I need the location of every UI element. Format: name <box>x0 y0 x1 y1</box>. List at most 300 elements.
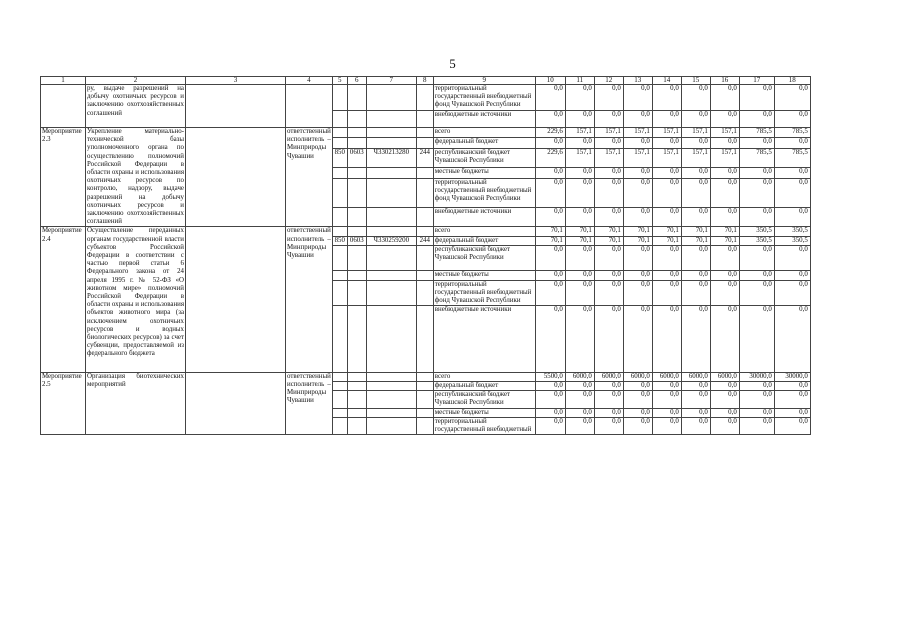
amount-cell: 0,0 <box>774 408 810 417</box>
amount-cell: 0,0 <box>623 306 652 373</box>
amount-cell: 0,0 <box>565 271 594 280</box>
amount-cell: 0,0 <box>710 382 739 391</box>
amount-cell: 785,5 <box>774 128 810 138</box>
amount-cell: 0,0 <box>681 138 710 148</box>
amount-cell: 0,0 <box>652 280 681 306</box>
amount-cell: 0,0 <box>710 280 739 306</box>
amount-cell: 350,5 <box>739 227 774 236</box>
budget-code-grbs <box>332 417 347 434</box>
budget-code-grbs <box>332 372 347 381</box>
goal-cell <box>186 128 286 227</box>
amount-cell: 157,1 <box>565 148 594 168</box>
amount-cell: 70,1 <box>623 236 652 245</box>
measure-id: Мероприятие 2.5 <box>41 372 86 434</box>
budget-code-vr <box>416 372 433 381</box>
amount-cell: 0,0 <box>565 382 594 391</box>
budget-code-csr <box>366 178 416 207</box>
budget-code-csr: Ч330213280 <box>366 148 416 168</box>
amount-cell: 70,1 <box>652 236 681 245</box>
col-header: 12 <box>594 77 623 85</box>
budget-code-vr: 244 <box>416 148 433 168</box>
amount-cell: 0,0 <box>652 391 681 408</box>
amount-cell: 0,0 <box>681 207 710 227</box>
measure-id-continued <box>41 85 86 128</box>
amount-cell: 0,0 <box>623 408 652 417</box>
amount-cell: 70,1 <box>594 236 623 245</box>
amount-cell: 70,1 <box>681 227 710 236</box>
amount-cell: 0,0 <box>594 408 623 417</box>
amount-cell: 0,0 <box>774 110 810 127</box>
budget-code-grbs: 850 <box>332 148 347 168</box>
amount-cell: 6000,0 <box>681 372 710 381</box>
amount-cell: 0,0 <box>710 245 739 271</box>
amount-cell: 70,1 <box>565 236 594 245</box>
amount-cell: 0,0 <box>535 271 565 280</box>
amount-cell: 0,0 <box>739 85 774 111</box>
amount-cell: 0,0 <box>623 110 652 127</box>
amount-cell: 0,0 <box>652 138 681 148</box>
col-header: 17 <box>739 77 774 85</box>
amount-cell: 0,0 <box>594 207 623 227</box>
col-header: 9 <box>433 77 535 85</box>
budget-code-rzpr <box>347 110 366 127</box>
budget-code-csr <box>366 417 416 434</box>
amount-cell: 0,0 <box>565 306 594 373</box>
budget-code-csr <box>366 168 416 178</box>
measure-name: Укрепление материально-технической базы уполномоченного органа по осуществлению полномочий Российской Федерации в области охраны и использования охотничьих ресурсов по контролю, надзору, выдаче разрешений на добычу охотничьих ресурсов и заключению охотхозяйственных соглашений <box>87 128 184 226</box>
amount-cell: 0,0 <box>623 178 652 207</box>
budget-code-vr <box>416 417 433 434</box>
budget-code-rzpr <box>347 245 366 271</box>
budget-code-csr <box>366 245 416 271</box>
amount-cell: 0,0 <box>652 178 681 207</box>
budget-code-csr: Ч330259200 <box>366 236 416 245</box>
budget-code-rzpr <box>347 227 366 236</box>
budget-code-rzpr <box>347 280 366 306</box>
amount-cell: 0,0 <box>565 417 594 434</box>
budget-code-grbs <box>332 245 347 271</box>
responsible-executor <box>286 85 333 128</box>
funding-source: территориальный государственный внебюджетный <box>433 417 535 434</box>
col-header: 8 <box>416 77 433 85</box>
amount-cell: 785,5 <box>739 128 774 138</box>
amount-cell: 0,0 <box>739 391 774 408</box>
budget-code-rzpr <box>347 372 366 381</box>
goal-cell <box>186 85 286 128</box>
amount-cell: 0,0 <box>652 85 681 111</box>
amount-cell: 157,1 <box>681 128 710 138</box>
header-row <box>41 77 811 85</box>
budget-code-grbs <box>332 391 347 408</box>
budget-code-vr <box>416 128 433 138</box>
funding-source: федеральный бюджет <box>433 236 535 245</box>
budget-code-grbs: 850 <box>332 236 347 245</box>
amount-cell: 0,0 <box>739 245 774 271</box>
amount-cell: 0,0 <box>535 417 565 434</box>
amount-cell: 0,0 <box>594 168 623 178</box>
amount-cell: 0,0 <box>535 178 565 207</box>
budget-code-rzpr: 0603 <box>347 236 366 245</box>
budget-code-csr <box>366 207 416 227</box>
budget-code-csr <box>366 128 416 138</box>
col-header: 10 <box>535 77 565 85</box>
amount-cell: 30000,0 <box>774 372 810 381</box>
amount-cell: 0,0 <box>623 245 652 271</box>
amount-cell: 0,0 <box>774 280 810 306</box>
budget-code-grbs <box>332 207 347 227</box>
funding-source: внебюджетные источники <box>433 110 535 127</box>
col-header: 7 <box>366 77 416 85</box>
funding-source: местные бюджеты <box>433 271 535 280</box>
funding-source: местные бюджеты <box>433 168 535 178</box>
amount-cell: 0,0 <box>652 168 681 178</box>
amount-cell: 0,0 <box>774 138 810 148</box>
amount-cell: 70,1 <box>623 227 652 236</box>
amount-cell: 0,0 <box>681 408 710 417</box>
amount-cell: 0,0 <box>594 138 623 148</box>
amount-cell: 0,0 <box>681 178 710 207</box>
col-header: 5 <box>332 77 347 85</box>
budget-code-vr <box>416 178 433 207</box>
budget-code-grbs <box>332 138 347 148</box>
amount-cell: 0,0 <box>652 271 681 280</box>
amount-cell: 157,1 <box>681 148 710 168</box>
amount-cell: 6000,0 <box>652 372 681 381</box>
amount-cell: 0,0 <box>774 168 810 178</box>
budget-code-csr <box>366 382 416 391</box>
col-header: 4 <box>286 77 333 85</box>
amount-cell: 6000,0 <box>594 372 623 381</box>
amount-cell: 0,0 <box>710 417 739 434</box>
amount-cell: 0,0 <box>565 391 594 408</box>
funding-source: территориальный государственный внебюджетный фонд Чувашской Республики <box>433 178 535 207</box>
budget-code-csr <box>366 306 416 373</box>
budget-code-csr <box>366 271 416 280</box>
measure-name: Осуществление переданных органам государственной власти субъектов Российской Федерации в соответствии с частью первой статьи 6 Федерального закона от 24 апреля 1995 г. № 52-ФЗ «О животном мире» полномочий Российской Федерации в области охраны и использования объектов животного мира (за исключением охотничьих ресурсов и водных биологических ресурсов) за счет субвенции, предоставляемой из федерального бюджета <box>86 227 186 372</box>
amount-cell: 0,0 <box>535 110 565 127</box>
amount-cell: 0,0 <box>535 382 565 391</box>
goal-cell <box>186 372 286 434</box>
budget-code-vr <box>416 110 433 127</box>
funding-source: республиканский бюджет Чувашской Республики <box>433 245 535 271</box>
budget-code-vr: 244 <box>416 236 433 245</box>
amount-cell: 70,1 <box>710 227 739 236</box>
amount-cell: 0,0 <box>739 271 774 280</box>
funding-source: внебюджетные источники <box>433 306 535 373</box>
budget-code-vr <box>416 168 433 178</box>
amount-cell: 70,1 <box>652 227 681 236</box>
goal-cell <box>186 227 286 372</box>
amount-cell: 0,0 <box>681 85 710 111</box>
amount-cell: 0,0 <box>565 110 594 127</box>
amount-cell: 0,0 <box>594 110 623 127</box>
budget-code-csr <box>366 138 416 148</box>
funding-source: внебюджетные источники <box>433 207 535 227</box>
responsible-executor: ответственный исполнитель – Минприроды Чувашии <box>286 128 333 227</box>
amount-cell: 0,0 <box>681 168 710 178</box>
amount-cell: 0,0 <box>594 245 623 271</box>
amount-cell: 350,5 <box>774 227 810 236</box>
amount-cell: 0,0 <box>681 271 710 280</box>
amount-cell: 157,1 <box>652 148 681 168</box>
amount-cell: 0,0 <box>594 178 623 207</box>
page-number: 5 <box>449 56 456 71</box>
amount-cell: 70,1 <box>594 227 623 236</box>
measure-id: Мероприятие 2.4 <box>41 227 86 372</box>
budget-code-csr <box>366 85 416 111</box>
col-header: 18 <box>774 77 810 85</box>
budget-code-rzpr <box>347 408 366 417</box>
amount-cell: 0,0 <box>774 306 810 373</box>
amount-cell: 0,0 <box>652 408 681 417</box>
amount-cell: 350,5 <box>739 236 774 245</box>
amount-cell: 0,0 <box>739 306 774 373</box>
amount-cell: 0,0 <box>774 178 810 207</box>
amount-cell: 0,0 <box>710 168 739 178</box>
amount-cell: 157,1 <box>594 148 623 168</box>
col-header: 15 <box>681 77 710 85</box>
amount-cell: 0,0 <box>774 391 810 408</box>
amount-cell: 6000,0 <box>565 372 594 381</box>
col-header: 1 <box>41 77 86 85</box>
amount-cell: 0,0 <box>710 110 739 127</box>
budget-code-rzpr <box>347 306 366 373</box>
table-row <box>41 227 811 236</box>
amount-cell: 229,6 <box>535 148 565 168</box>
amount-cell: 785,5 <box>774 148 810 168</box>
funding-source: всего <box>433 128 535 138</box>
budget-code-rzpr <box>347 417 366 434</box>
amount-cell: 0,0 <box>739 417 774 434</box>
budget-table <box>40 76 811 435</box>
amount-cell: 0,0 <box>774 417 810 434</box>
amount-cell: 157,1 <box>623 148 652 168</box>
amount-cell: 157,1 <box>623 128 652 138</box>
amount-cell: 0,0 <box>774 207 810 227</box>
amount-cell: 6000,0 <box>710 372 739 381</box>
amount-cell: 0,0 <box>535 306 565 373</box>
amount-cell: 30000,0 <box>739 372 774 381</box>
budget-code-grbs <box>332 408 347 417</box>
amount-cell: 0,0 <box>774 85 810 111</box>
budget-code-rzpr <box>347 128 366 138</box>
col-header: 14 <box>652 77 681 85</box>
measure-id: Мероприятие 2.3 <box>41 128 86 227</box>
amount-cell: 0,0 <box>623 207 652 227</box>
budget-code-vr <box>416 280 433 306</box>
amount-cell: 70,1 <box>565 227 594 236</box>
budget-code-rzpr <box>347 271 366 280</box>
amount-cell: 0,0 <box>681 110 710 127</box>
budget-code-grbs <box>332 271 347 280</box>
amount-cell: 0,0 <box>565 85 594 111</box>
amount-cell: 0,0 <box>739 178 774 207</box>
amount-cell: 0,0 <box>710 391 739 408</box>
amount-cell: 0,0 <box>710 271 739 280</box>
amount-cell: 0,0 <box>652 207 681 227</box>
budget-code-grbs <box>332 178 347 207</box>
budget-code-grbs <box>332 128 347 138</box>
budget-code-csr <box>366 408 416 417</box>
amount-cell: 0,0 <box>739 408 774 417</box>
budget-code-vr <box>416 391 433 408</box>
amount-cell: 157,1 <box>710 128 739 138</box>
amount-cell: 0,0 <box>623 168 652 178</box>
amount-cell: 0,0 <box>535 138 565 148</box>
table-row <box>41 85 811 111</box>
funding-source: местные бюджеты <box>433 408 535 417</box>
amount-cell: 0,0 <box>535 207 565 227</box>
amount-cell: 157,1 <box>652 128 681 138</box>
budget-code-vr <box>416 85 433 111</box>
funding-source: республиканский бюджет Чувашской Республики <box>433 148 535 168</box>
funding-source: всего <box>433 227 535 236</box>
budget-code-vr <box>416 271 433 280</box>
amount-cell: 0,0 <box>739 138 774 148</box>
amount-cell: 0,0 <box>565 245 594 271</box>
budget-code-rzpr: 0603 <box>347 148 366 168</box>
amount-cell: 0,0 <box>535 391 565 408</box>
amount-cell: 0,0 <box>623 85 652 111</box>
amount-cell: 0,0 <box>565 207 594 227</box>
budget-code-rzpr <box>347 178 366 207</box>
budget-code-csr <box>366 110 416 127</box>
amount-cell: 0,0 <box>739 382 774 391</box>
amount-cell: 0,0 <box>652 382 681 391</box>
amount-cell: 0,0 <box>652 417 681 434</box>
amount-cell: 0,0 <box>535 85 565 111</box>
amount-cell: 0,0 <box>681 306 710 373</box>
amount-cell: 0,0 <box>710 207 739 227</box>
amount-cell: 0,0 <box>623 391 652 408</box>
amount-cell: 6000,0 <box>623 372 652 381</box>
budget-code-csr <box>366 227 416 236</box>
amount-cell: 0,0 <box>652 245 681 271</box>
col-header: 2 <box>86 77 186 85</box>
amount-cell: 0,0 <box>710 85 739 111</box>
amount-cell: 0,0 <box>774 245 810 271</box>
amount-cell: 0,0 <box>681 280 710 306</box>
budget-code-rzpr <box>347 85 366 111</box>
budget-code-vr <box>416 245 433 271</box>
col-header: 16 <box>710 77 739 85</box>
col-header: 13 <box>623 77 652 85</box>
col-header: 6 <box>347 77 366 85</box>
budget-code-rzpr <box>347 138 366 148</box>
amount-cell: 229,6 <box>535 128 565 138</box>
funding-source: территориальный государственный внебюджетный фонд Чувашской Республики <box>433 280 535 306</box>
funding-source: всего <box>433 372 535 381</box>
amount-cell: 0,0 <box>774 382 810 391</box>
amount-cell: 0,0 <box>594 382 623 391</box>
amount-cell: 0,0 <box>623 271 652 280</box>
budget-code-rzpr <box>347 207 366 227</box>
amount-cell: 0,0 <box>565 408 594 417</box>
amount-cell: 0,0 <box>565 138 594 148</box>
budget-code-vr <box>416 138 433 148</box>
amount-cell: 5500,0 <box>535 372 565 381</box>
amount-cell: 0,0 <box>774 271 810 280</box>
amount-cell: 0,0 <box>594 85 623 111</box>
amount-cell: 0,0 <box>739 168 774 178</box>
amount-cell: 785,5 <box>739 148 774 168</box>
col-header: 11 <box>565 77 594 85</box>
amount-cell: 0,0 <box>535 245 565 271</box>
budget-code-vr <box>416 207 433 227</box>
amount-cell: 157,1 <box>710 148 739 168</box>
table-body <box>41 77 811 435</box>
amount-cell: 70,1 <box>535 236 565 245</box>
amount-cell: 0,0 <box>710 138 739 148</box>
amount-cell: 350,5 <box>774 236 810 245</box>
budget-code-csr <box>366 391 416 408</box>
amount-cell: 0,0 <box>652 306 681 373</box>
col-header: 3 <box>186 77 286 85</box>
amount-cell: 70,1 <box>535 227 565 236</box>
amount-cell: 0,0 <box>594 391 623 408</box>
budget-code-csr <box>366 280 416 306</box>
funding-source: республиканский бюджет Чувашской Республики <box>433 391 535 408</box>
budget-code-grbs <box>332 85 347 111</box>
table-row <box>41 372 811 381</box>
budget-code-grbs <box>332 382 347 391</box>
amount-cell: 0,0 <box>594 306 623 373</box>
budget-code-grbs <box>332 168 347 178</box>
amount-cell: 0,0 <box>623 417 652 434</box>
measure-name: Организация биотехнических мероприятий <box>86 372 186 434</box>
amount-cell: 0,0 <box>535 280 565 306</box>
amount-cell: 0,0 <box>681 391 710 408</box>
amount-cell: 0,0 <box>565 168 594 178</box>
budget-code-vr <box>416 227 433 236</box>
amount-cell: 0,0 <box>594 271 623 280</box>
budget-code-rzpr <box>347 382 366 391</box>
amount-cell: 0,0 <box>739 110 774 127</box>
budget-code-rzpr <box>347 168 366 178</box>
amount-cell: 0,0 <box>594 417 623 434</box>
amount-cell: 0,0 <box>652 110 681 127</box>
amount-cell: 0,0 <box>623 280 652 306</box>
amount-cell: 0,0 <box>623 382 652 391</box>
amount-cell: 0,0 <box>710 408 739 417</box>
amount-cell: 0,0 <box>594 280 623 306</box>
amount-cell: 0,0 <box>681 382 710 391</box>
responsible-executor: ответственный исполнитель – Минприроды Чувашии <box>286 227 333 372</box>
amount-cell: 0,0 <box>710 306 739 373</box>
amount-cell: 157,1 <box>565 128 594 138</box>
amount-cell: 70,1 <box>710 236 739 245</box>
funding-source: территориальный государственный внебюджетный фонд Чувашской Республики <box>433 85 535 111</box>
measure-name: ру, выдаче разрешений на добычу охотничьих ресурсов и заключению охотхозяйственных соглашений <box>86 85 186 128</box>
budget-code-vr <box>416 306 433 373</box>
funding-source: федеральный бюджет <box>433 138 535 148</box>
budget-code-vr <box>416 382 433 391</box>
funding-source: федеральный бюджет <box>433 382 535 391</box>
budget-code-grbs <box>332 110 347 127</box>
amount-cell: 0,0 <box>535 168 565 178</box>
amount-cell: 0,0 <box>623 138 652 148</box>
responsible-executor: ответственный исполнитель – Минприроды Чувашии <box>286 372 333 434</box>
table-row <box>41 128 811 138</box>
amount-cell: 157,1 <box>594 128 623 138</box>
budget-code-csr <box>366 372 416 381</box>
budget-code-grbs <box>332 227 347 236</box>
amount-cell: 0,0 <box>535 408 565 417</box>
budget-code-grbs <box>332 306 347 373</box>
amount-cell: 0,0 <box>681 417 710 434</box>
amount-cell: 0,0 <box>739 207 774 227</box>
amount-cell: 0,0 <box>565 280 594 306</box>
